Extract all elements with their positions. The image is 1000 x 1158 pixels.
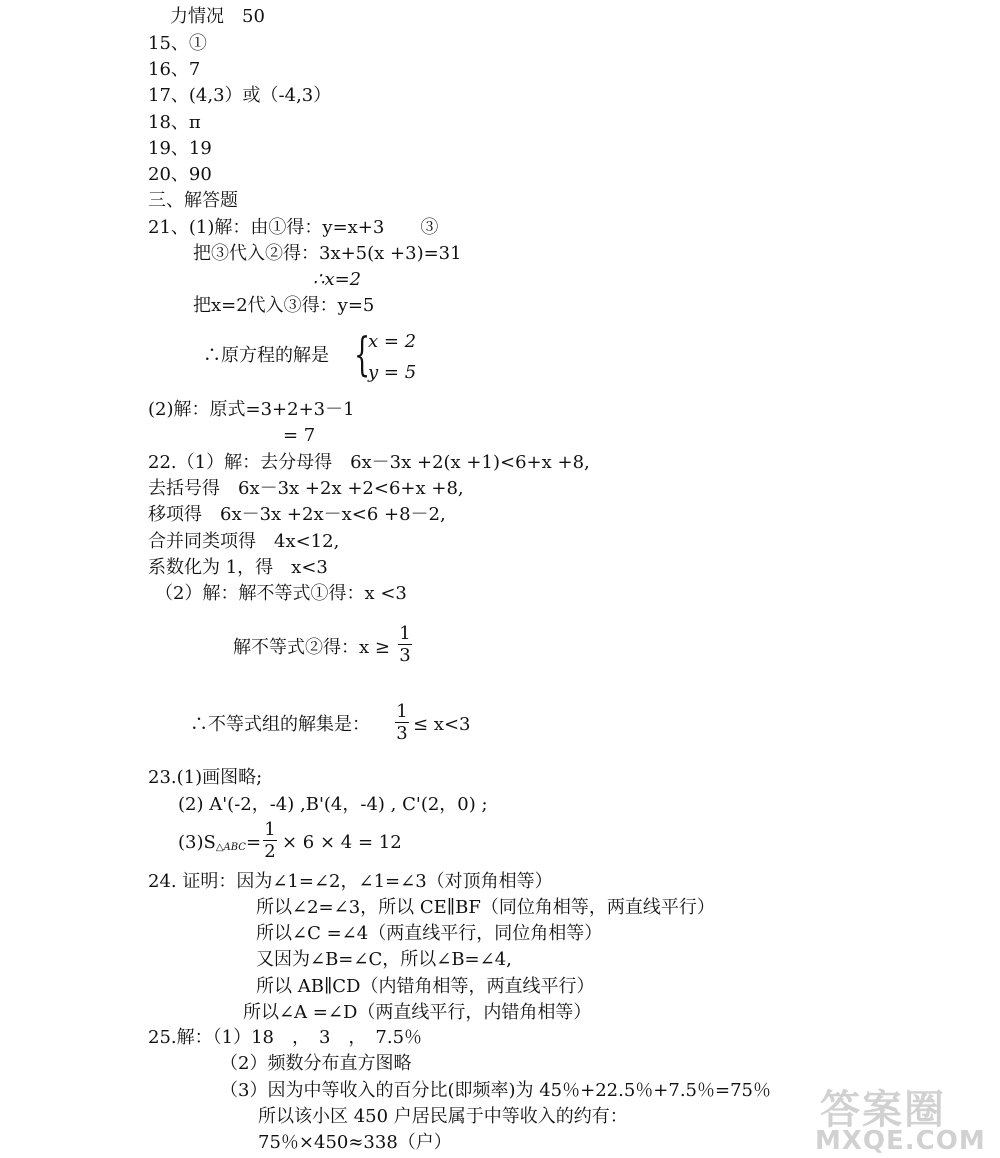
- q25-line-4: 所以该小区 450 户居民属于中等收入的约有：: [258, 1106, 628, 1127]
- q21-solution-x: x = 2: [368, 331, 417, 352]
- q24-line-3: 所以∠C =∠4（两直线平行，同位角相等）: [256, 923, 603, 944]
- q22-solution-set-value: ≤ x<3: [413, 714, 471, 735]
- watermark-logo: 答案圈: [820, 1087, 946, 1133]
- section-heading: 三、解答题: [148, 190, 238, 211]
- q21-line-4: 把x=2代入③得：y=5: [193, 295, 375, 316]
- q22-fraction-numerator: 1: [399, 623, 411, 644]
- q22-part2-line-2: 解不等式②得：x ≥: [233, 637, 390, 658]
- q22-part2-line-1: （2）解：解不等式①得：x <3: [155, 583, 407, 604]
- q23-area-value: × 6 × 4 = 12: [282, 832, 402, 853]
- q24-line-5: 所以 AB∥CD（内错角相等，两直线平行）: [256, 976, 595, 997]
- q22-line-4: 合并同类项得 4x<12,: [148, 531, 340, 552]
- q21-line-2: 把③代入②得：3x+5(x +3)=31: [193, 243, 462, 264]
- answer-line-20: 20、90: [148, 164, 212, 185]
- q21-line-1: 21、(1)解：由①得：y=x+3 ③: [148, 217, 439, 238]
- answer-line-17: 17、(4,3）或（-4,3）: [148, 85, 332, 106]
- q21-solution-label: ∴原方程的解是: [203, 345, 329, 366]
- q25-line-3: （3）因为中等收入的百分比(即频率)为 45％+22.5％+7.5％=75％: [220, 1080, 771, 1101]
- q22-solution-set-label: ∴不等式组的解集是：: [190, 714, 370, 735]
- q23-line-2: (2) A'(-2，-4) ,B'(4，-4) , C'(2，0) ;: [178, 794, 488, 815]
- system-brace: {: [354, 327, 371, 381]
- q22-line-2: 去括号得 6x－3x +2x +2<6+x +8,: [148, 478, 464, 499]
- q22-line-3: 移项得 6x－3x +2x－x<6 +8－2,: [148, 504, 446, 525]
- answer-line-16: 16、7: [148, 59, 201, 80]
- q22-fraction-denominator: 3: [399, 645, 411, 666]
- answer-line-19: 19、19: [148, 138, 212, 159]
- q24-line-1: 24. 证明：因为∠1=∠2，∠1=∠3（对顶角相等）: [148, 871, 553, 892]
- q23-line-3: [178, 832, 261, 859]
- answer-line-14: 力情况 50: [170, 6, 265, 27]
- q22-fraction: [398, 624, 412, 667]
- q25-line-1: 25.解：（1）18 ， 3 ， 7.5％: [148, 1027, 423, 1048]
- q21-line-3: ∴x=2: [313, 269, 362, 290]
- q23-line-1: 23.(1)画图略;: [148, 767, 263, 788]
- q23-fraction-denominator: 2: [264, 841, 276, 862]
- q23-area-subscript: △ABC: [215, 842, 246, 853]
- q21-solution-y: y = 5: [368, 362, 417, 383]
- q22-solution-fraction-numerator: 1: [396, 701, 408, 722]
- q21-part2-line-2: = 7: [283, 425, 316, 446]
- answer-line-15: 15、①: [148, 33, 207, 54]
- q23-fraction-numerator: 1: [264, 819, 276, 840]
- q25-line-5: 75％×450≈338（户）: [258, 1132, 452, 1153]
- q24-line-6: 所以∠A =∠D（两直线平行，内错角相等）: [243, 1002, 592, 1023]
- watermark-site: MXQE.COM: [815, 1126, 986, 1156]
- answer-line-18: 18、π: [148, 112, 201, 133]
- q23-fraction: [263, 820, 277, 863]
- q24-line-4: 又因为∠B=∠C，所以∠B=∠4,: [256, 949, 512, 970]
- q23-area-equals: =: [245, 832, 262, 853]
- q24-line-2: 所以∠2=∠3，所以 CE∥BF（同位角相等，两直线平行）: [256, 897, 715, 918]
- q22-solution-fraction: [395, 702, 409, 745]
- q23-area-label: (3)S: [178, 832, 216, 853]
- q22-line-1: 22.（1）解：去分母得 6x－3x +2(x +1)<6+x +8,: [148, 452, 590, 473]
- q25-line-2: （2）频数分布直方图略: [220, 1053, 412, 1074]
- q22-line-5: 系数化为 1，得 x<3: [148, 557, 328, 578]
- q21-part2-line-1: (2)解：原式=3+2+3－1: [148, 399, 355, 420]
- q22-solution-fraction-denominator: 3: [396, 723, 408, 744]
